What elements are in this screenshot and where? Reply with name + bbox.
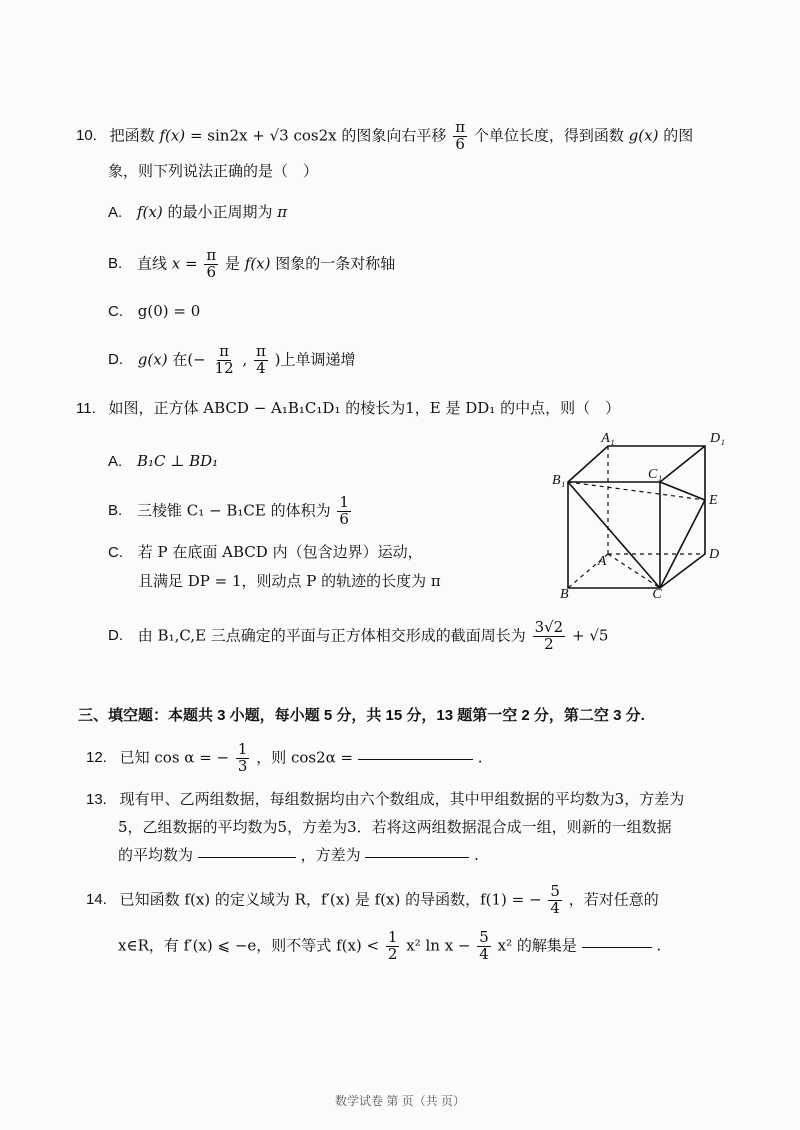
q14-line1-post: ，若对任意的 [568,890,659,909]
q10-d-mid: 在(− [172,350,206,369]
q14-line2-post: x² 的解集是 [497,936,577,955]
label-d: D [709,547,720,562]
label-a: A [597,554,607,569]
answer-blank[interactable] [365,856,469,858]
label-d1: D₁ [710,431,725,446]
fraction-numerator: π [255,342,266,360]
q10-option-b[interactable] [108,248,395,281]
question-number: 13. [86,791,107,808]
fraction-denominator: 4 [550,898,560,917]
q11-option-c[interactable] [108,543,441,590]
q12-post: ，则 cos2α = [256,748,354,767]
q10-fx: f(x) [159,126,186,145]
q10-b-pre: 直线 [136,254,167,273]
q10-b-post: 图象的一条对称轴 [275,254,396,273]
q10-option-d[interactable] [108,344,355,377]
q13-line3-end: . [474,846,479,864]
label-b1: B₁ [552,473,566,488]
q11-stem [76,399,620,418]
q14-line1 [86,884,659,917]
fraction-denominator: 6 [339,509,349,528]
fraction-denominator: 3 [237,756,248,775]
fraction-denominator: 2 [387,944,398,963]
fraction-denominator: 4 [256,358,266,377]
q10-stem-line2 [108,162,318,180]
q12-fraction [236,742,250,775]
option-label: A. [108,204,123,221]
section-3-title [78,704,645,725]
fraction-numerator: π [206,246,217,264]
q10-text-mid: 的图象向右平移 [341,126,447,145]
q13-line3-mid: ，方差为 [300,846,361,864]
label-a1: A₁ [601,431,615,446]
q10-b-fraction [204,248,218,281]
cube-outline [568,446,705,588]
q10-d-post: )上单调递增 [274,350,356,369]
fraction-numerator: 1 [339,493,349,511]
q10-gx: g(x) [628,126,659,145]
question-number: 10. [76,127,97,145]
q11-d-text: 由 B₁,C,E 三点确定的平面与正方体相交形成的截面周长为 [137,626,526,645]
q10-b-fx: f(x) [244,254,271,273]
q10-option-a[interactable] [108,203,287,222]
q11-b-fraction [337,495,351,528]
q10-sin: sin2x [207,126,248,145]
q10-b-mid: 是 [224,254,240,273]
q10-option-c[interactable] [108,302,200,321]
q14-line2-pre: x∈R，有 f′(x) ⩽ −e，则不等式 f(x) < [118,936,380,955]
answer-blank[interactable] [198,856,296,858]
q11-b-text: 三棱锥 C₁ − B₁CE 的体积为 [136,501,331,520]
option-label: D. [108,627,123,645]
q14-line2-fraction-1 [386,930,400,963]
footer-text: 数学试卷 第 页（共 页） [334,1094,465,1108]
q11-d-fraction [533,620,566,653]
fraction-denominator: 2 [544,634,554,653]
q10-text-post: 个单位长度，得到函数 [473,126,624,145]
q10-eq: = [189,126,203,145]
q10-d-fraction-1 [213,344,236,377]
cube-figure [550,430,770,600]
fraction-numerator: 1 [237,740,248,758]
q11-option-d[interactable] [108,620,608,653]
fraction-denominator: 6 [206,262,217,281]
q14-line2-mid: x² ln x − [406,936,471,955]
fraction-numerator: π [219,342,229,360]
q13-line1-text: 现有甲、乙两组数据，每组数据均由六个数组成，其中甲组数据的平均数为3，方差为 [119,790,685,808]
q14-line2 [118,930,661,963]
fraction-numerator: 1 [387,928,398,946]
q11-option-a[interactable] [108,452,218,471]
q14-line1-pre: 已知函数 f(x) 的定义域为 R，f′(x) 是 f(x) 的导函数，f(1) = − [119,890,542,909]
fraction-denominator: 6 [455,134,465,153]
q10-plus: + [252,126,265,145]
question-number: 14. [86,891,107,909]
q11-c-line2: 且满足 DP = 1，则动点 P 的轨迹的长度为 π [138,572,441,590]
fraction-numerator: 5 [479,928,489,946]
q10-stem-line1 [76,120,693,153]
option-label: B. [108,502,123,520]
q12-pre: 已知 cos α = − [119,748,230,767]
q11-d-tail: + √5 [572,626,609,645]
q14-line1-fraction [548,884,562,917]
fraction-denominator: 12 [214,358,234,377]
label-c1: C₁ [648,467,663,482]
q10-d-gx: g(x) [137,350,168,369]
q13-line2-text: 5，乙组数据的平均数为5，方差为3．若将这两组数据混合成一组，则新的一组数据 [118,818,672,836]
q11-option-b[interactable] [108,495,353,528]
label-c: C [652,587,662,602]
q14-line2-end: . [656,936,662,955]
question-number: 11. [76,400,96,417]
q12 [86,742,482,775]
q11-stem-text: 如图，正方体 ABCD − A₁B₁C₁D₁ 的棱长为1，E 是 DD₁ 的中点，则（ ） [108,399,621,417]
q14-line2-fraction-2 [477,930,491,963]
fraction-numerator: 3√2 [534,618,564,636]
fraction-numerator: 5 [550,882,560,900]
q13-line2 [118,818,672,836]
q11-a-text: B₁C ⊥ BD₁ [136,452,219,470]
q10-b-xeq: x = [171,254,198,273]
answer-blank[interactable] [582,946,652,948]
label-b: B [560,587,569,602]
cube-top-right-edge [660,446,705,482]
option-label: C. [108,303,123,320]
b1-c-line [568,482,660,588]
q10-a-pi: π [277,203,288,221]
q10-shift-fraction [453,120,467,153]
q11-c-line1: 若 P 在底面 ABCD 内（包含边界）运动， [137,543,423,561]
q10-c-text: g(0) = 0 [137,302,201,320]
option-label: A. [108,453,123,470]
label-e: E [709,493,718,508]
option-label: B. [108,255,123,273]
q10-cos: cos2x [293,126,337,145]
q10-d-fraction-2 [254,344,268,377]
question-number: 12. [86,749,107,767]
fraction-numerator: π [455,118,466,136]
q10-text: 把函数 [109,126,155,145]
q10-stem-line2-text: 象，则下列说法正确的是（ ） [108,162,319,180]
q10-d-comma: , [242,350,248,369]
q10-text-end: 的图 [663,126,694,145]
fraction-denominator: 4 [479,944,489,963]
q10-sqrt3: √3 [269,126,289,145]
q13-line3-pre: 的平均数为 [118,846,194,864]
q13-line3 [118,846,479,864]
q10-a-fx: f(x) [136,203,163,221]
option-label: D. [108,351,123,369]
q12-end: . [477,748,483,767]
q10-a-text: 的最小正周期为 [167,203,273,221]
q13-line1 [86,790,684,809]
page-footer [0,1092,800,1109]
section-3-title-text: 三、填空题：本题共 3 小题，每小题 5 分，共 15 分，13 题第一空 2 分，第二空 3 分. [78,707,645,724]
e-c-line [660,500,705,588]
answer-blank[interactable] [358,758,473,760]
option-label: C. [108,544,123,561]
